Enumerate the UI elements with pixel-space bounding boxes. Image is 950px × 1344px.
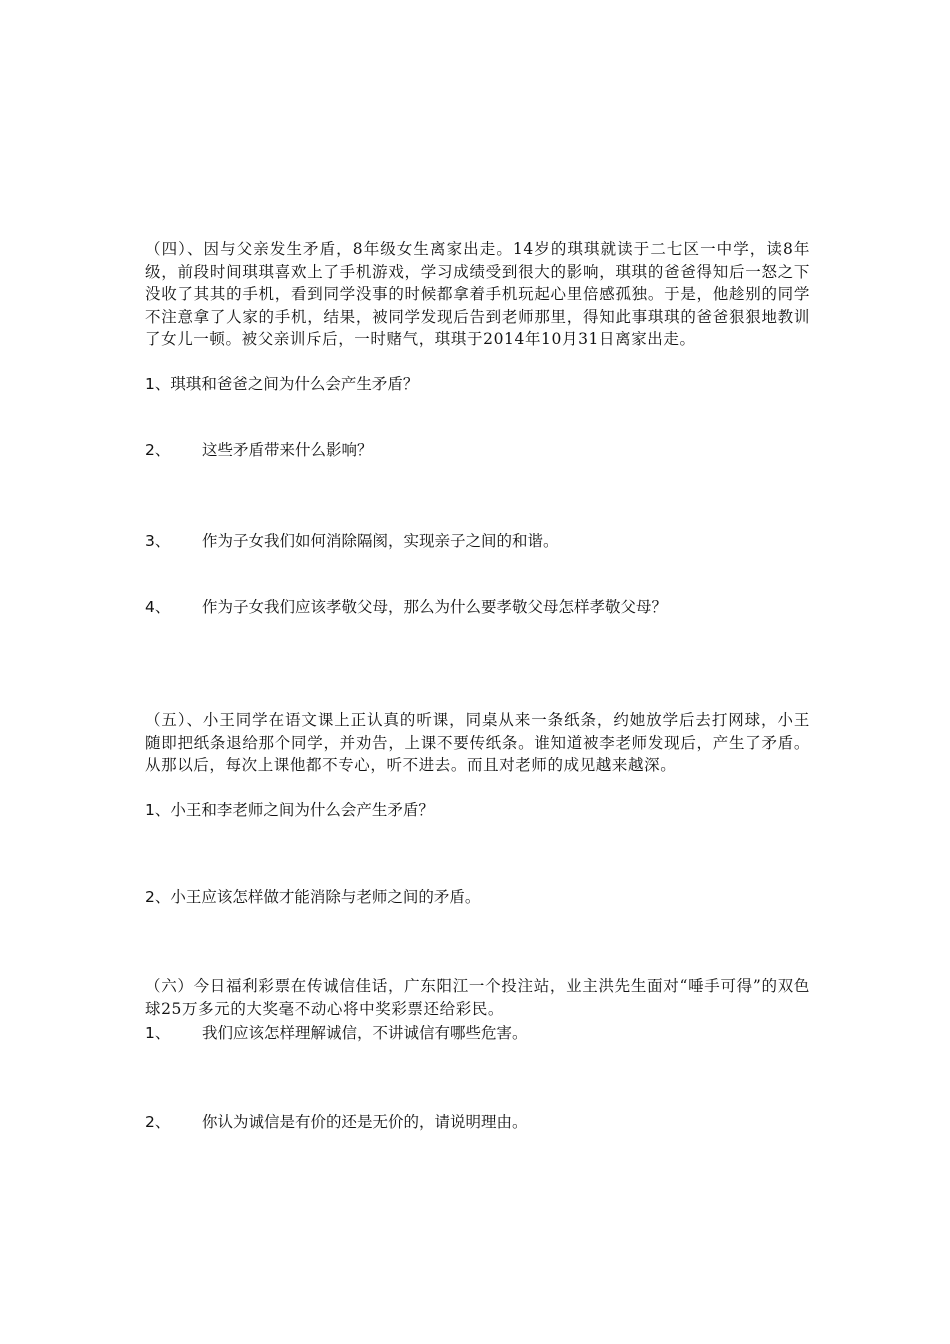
question-text: 我们应该怎样理解诚信，不讲诚信有哪些危害。 <box>202 1024 528 1042</box>
question-text: 这些矛盾带来什么影响？ <box>202 441 373 459</box>
question-number: 4、 <box>145 598 171 616</box>
question-number: 2、 <box>145 1113 171 1131</box>
section4-question-1: 1、琪琪和爸爸之间为什么会产生矛盾？ <box>145 375 419 393</box>
section4-question-2 <box>145 439 373 462</box>
section6-question-1 <box>145 1022 528 1045</box>
question-number: 1、 <box>145 1024 171 1042</box>
question-text: 你认为诚信是有价的还是无价的，请说明理由。 <box>202 1113 528 1131</box>
section4-question-3 <box>145 530 559 553</box>
section5-intro: （五）、小王同学在语文课上正认真的听课，同桌从来一条纸条，约她放学后去打网球，小王随即把纸条退给那个同学，并劝告，上课不要传纸条。谁知道被李老师发现后，产生了矛盾。从那以后，每次上课他都不专心，听不进去。而且对老师的成见越来越深。 <box>145 711 810 774</box>
section4-intro: （四）、因与父亲发生矛盾，8年级女生离家出走。14岁的琪琪就读于二七区一中学，读8年级，前段时间琪琪喜欢上了手机游戏，学习成绩受到很大的影响，琪琪的爸爸得知后一怒之下没收了其其的手机，看到同学没事的时候都拿着手机玩起心里倍感孤独。于是，他趁别的同学不注意拿了人家的手机，结果，被同学发现后告到老师那里，得知此事琪琪的爸爸狠狠地教训了女儿一顿。被父亲训斥后，一时赌气，琪琪于2014年10月31日离家出走。 <box>145 240 810 348</box>
section6-intro: （六）今日福利彩票在传诚信佳话，广东阳江一个投注站，业主洪先生面对“唾手可得”的双色球25万多元的大奖毫不动心将中奖彩票还给彩民。 <box>145 977 810 1018</box>
section4-question-4 <box>145 596 667 619</box>
question-number: 2、 <box>145 441 171 459</box>
question-number: 3、 <box>145 532 171 550</box>
question-text: 作为子女我们应该孝敬父母，那么为什么要孝敬父母怎样孝敬父母？ <box>202 598 668 616</box>
section5-question-1: 1、小王和李老师之间为什么会产生矛盾？ <box>145 801 434 819</box>
section5-question-2: 2、小王应该怎样做才能消除与老师之间的矛盾。 <box>145 888 481 906</box>
section6-question-2 <box>145 1111 528 1134</box>
question-text: 作为子女我们如何消除隔阂，实现亲子之间的和谐。 <box>202 532 559 550</box>
